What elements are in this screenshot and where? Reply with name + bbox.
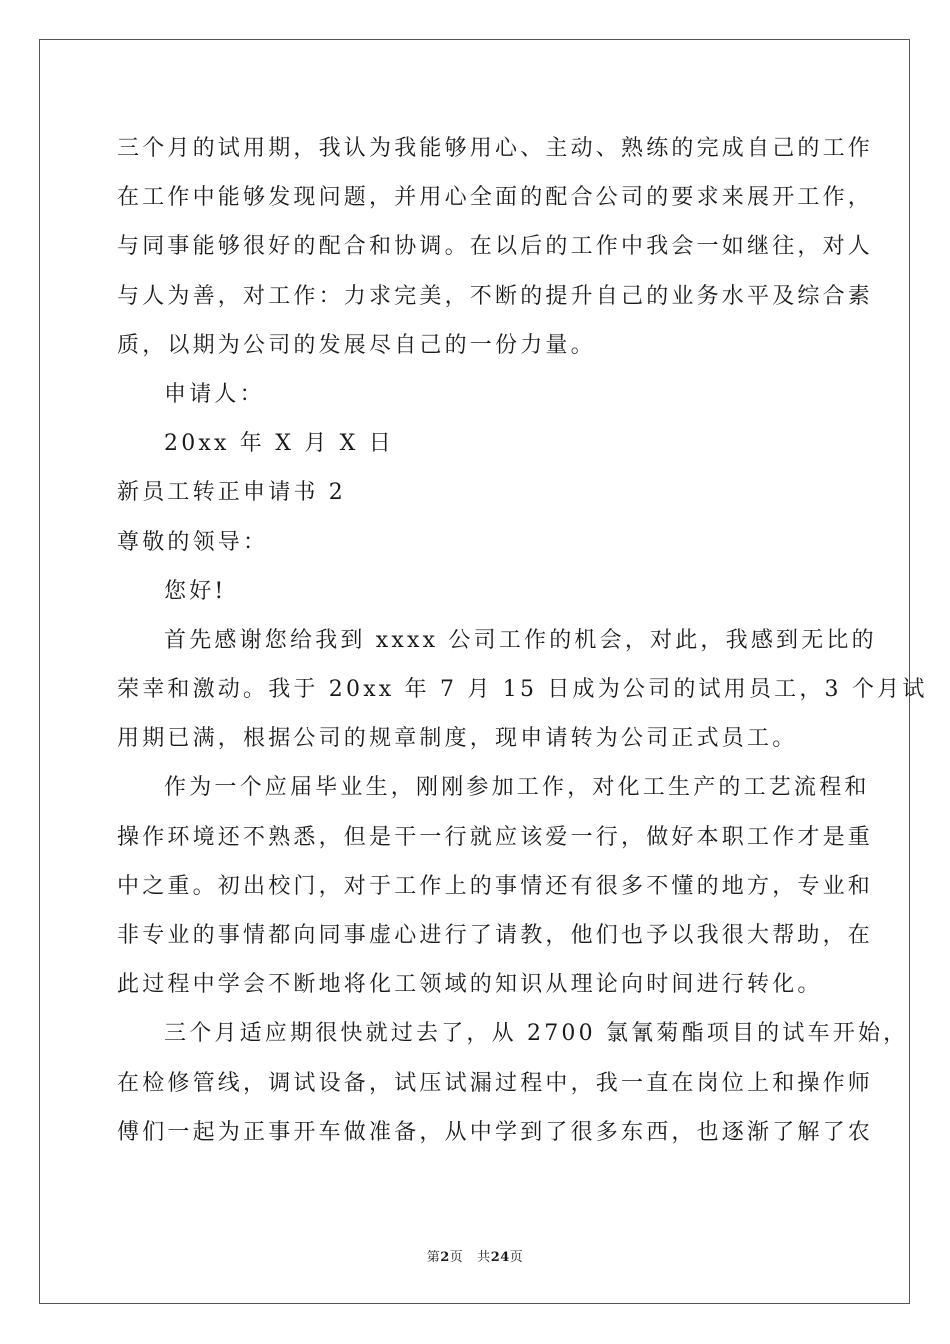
text-line: 在检修管线，调试设备，试压试漏过程中，我一直在岗位上和操作师 bbox=[117, 1070, 874, 1096]
text-line: 傅们一起为正事开车做准备，从中学到了很多东西，也逐渐了解了农 bbox=[117, 1119, 874, 1145]
text-line: 荣幸和激动。我于 20xx 年 7 月 15 日成为公司的试用员工，3 个月试 bbox=[117, 677, 928, 703]
text-line: 与同事能够很好的配合和协调。在以后的工作中我会一如继往，对人 bbox=[117, 234, 874, 260]
text-line: 与人为善，对工作：力求完美，不断的提升自己的业务水平及综合素 bbox=[117, 283, 874, 309]
page-footer bbox=[0, 1246, 950, 1265]
text-line: 首先感谢您给我到 xxxx 公司工作的机会，对此，我感到无比的 bbox=[164, 627, 877, 653]
total-suffix: 页 bbox=[509, 1250, 524, 1265]
greeting: 您好! bbox=[164, 578, 227, 604]
applicant-label: 申请人： bbox=[164, 381, 265, 407]
page-prefix: 第 bbox=[426, 1250, 441, 1265]
text-line: 质，以期为公司的发展尽自己的一份力量。 bbox=[117, 332, 596, 358]
date-line: 20xx 年 X 月 X 日 bbox=[164, 431, 394, 457]
page-number: 2 bbox=[440, 1250, 450, 1265]
text-line: 非专业的事情都向同事虚心进行了请教，他们也予以我很大帮助，在 bbox=[117, 923, 874, 948]
text-line: 此过程中学会不断地将化工领域的知识从理论向时间进行转化。 bbox=[117, 972, 823, 998]
text-line: 三个月的试用期，我认为我能够用心、主动、熟练的完成自己的工作 bbox=[117, 136, 874, 161]
document-body bbox=[117, 124, 928, 1157]
text-line: 作为一个应届毕业生，刚刚参加工作，对化工生产的工艺流程和 bbox=[164, 775, 870, 801]
text-line: 在工作中能够发现问题，并用心全面的配合公司的要求来展开工作， bbox=[117, 185, 874, 211]
salutation: 尊敬的领导： bbox=[117, 529, 269, 555]
text-line: 操作环境还不熟悉，但是干一行就应该爱一行，做好本职工作才是重 bbox=[117, 824, 874, 850]
total-prefix: 共 bbox=[477, 1250, 491, 1265]
total-pages: 24 bbox=[490, 1250, 510, 1265]
text-line: 用期已满，根据公司的规章制度，现申请转为公司正式员工。 bbox=[117, 726, 798, 752]
text-line: 中之重。初出校门，对于工作上的事情还有很多不懂的地方，专业和 bbox=[117, 873, 874, 899]
text-line: 三个月适应期很快就过去了，从 2700 氯氰菊酯项目的试车开始， bbox=[164, 1021, 909, 1047]
section-title: 新员工转正申请书 2 bbox=[117, 480, 346, 506]
page-suffix: 页 bbox=[449, 1250, 464, 1265]
